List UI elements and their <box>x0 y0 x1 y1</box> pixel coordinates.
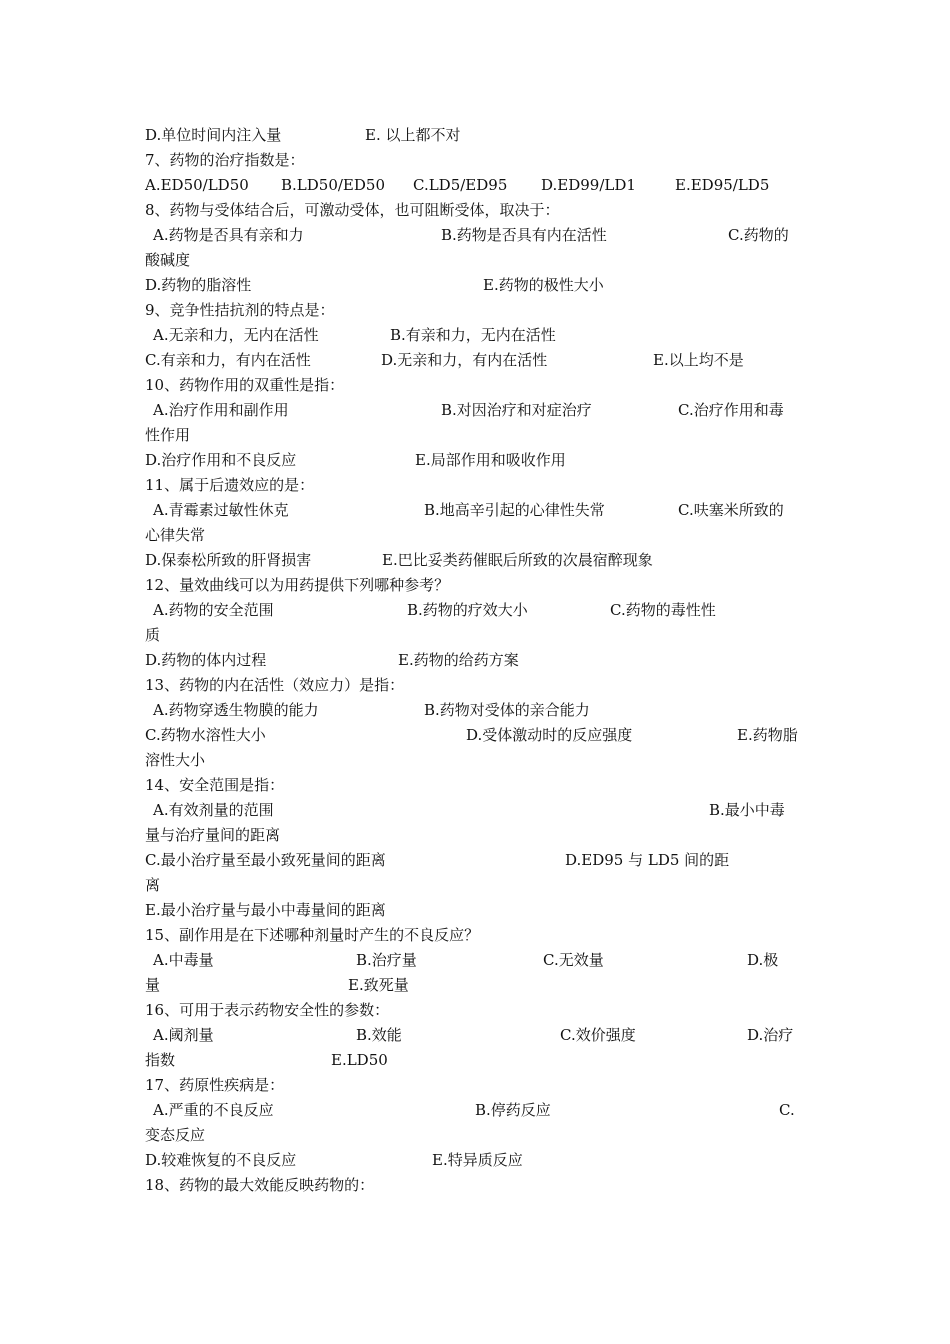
text-segment: 离 <box>145 876 161 894</box>
text-segment: D.ED99/LD1 <box>541 176 636 194</box>
text-segment: E.最小治疗量与最小中毒量间的距离 <box>145 901 386 919</box>
text-segment: D.极 <box>747 951 779 969</box>
text-segment: C.有亲和力，有内在活性 <box>145 351 311 369</box>
text-segment: 指数 <box>145 1051 176 1069</box>
text-segment: D.ED95 与 LD5 间的距 <box>565 851 730 869</box>
text-segment: B.停药反应 <box>475 1101 551 1119</box>
text-segment: E.药物的极性大小 <box>483 276 604 294</box>
text-segment: A.中毒量 <box>153 951 214 969</box>
text-segment: D.药物的脂溶性 <box>145 276 252 294</box>
text-segment: A.严重的不良反应 <box>153 1101 274 1119</box>
text-segment: E.ED95/LD5 <box>675 176 770 194</box>
text-segment: E.药物的给药方案 <box>398 651 519 669</box>
text-segment: D.保泰松所致的肝肾损害 <box>145 551 312 569</box>
text-segment: B.效能 <box>356 1026 402 1044</box>
text-segment: A.阈剂量 <box>153 1026 214 1044</box>
text-segment: E.特异质反应 <box>432 1151 523 1169</box>
text-segment: D.治疗 <box>747 1026 794 1044</box>
text-segment: 性作用 <box>145 426 191 444</box>
text-segment: B.LD50/ED50 <box>281 176 385 194</box>
text-segment: A.有效剂量的范围 <box>153 801 274 819</box>
text-segment: 13、药物的内在活性（效应力）是指： <box>145 676 405 694</box>
text-segment: 14、安全范围是指： <box>145 776 285 794</box>
text-segment: 7、药物的治疗指数是： <box>145 151 305 169</box>
text-segment: C.药物的毒性性 <box>610 601 716 619</box>
text-segment: A.药物穿透生物膜的能力 <box>153 701 319 719</box>
text-segment: C.最小治疗量至最小致死量间的距离 <box>145 851 386 869</box>
text-segment: 18、药物的最大效能反映药物的： <box>145 1176 375 1194</box>
text-segment: E.药物脂 <box>737 726 798 744</box>
text-segment: 16、可用于表示药物安全性的参数： <box>145 1001 390 1019</box>
text-segment: E.LD50 <box>331 1051 388 1069</box>
text-segment: A.药物的安全范围 <box>153 601 274 619</box>
text-segment: 17、药原性疾病是： <box>145 1076 285 1094</box>
text-segment: B.治疗量 <box>356 951 417 969</box>
text-segment: E.致死量 <box>348 976 409 994</box>
text-segment: 量 <box>145 976 161 994</box>
text-segment: C.呋塞米所致的 <box>678 501 784 519</box>
text-segment: B.有亲和力，无内在活性 <box>390 326 556 344</box>
text-segment: E.以上均不是 <box>653 351 744 369</box>
text-segment: C.治疗作用和毒 <box>678 401 784 419</box>
text-segment: A.治疗作用和副作用 <box>153 401 289 419</box>
text-segment: C. <box>779 1101 795 1119</box>
text-segment: D.受体激动时的反应强度 <box>466 726 633 744</box>
text-segment: C.LD5/ED95 <box>413 176 508 194</box>
text-segment: A.药物是否具有亲和力 <box>153 226 304 244</box>
text-segment: D.较难恢复的不良反应 <box>145 1151 297 1169</box>
text-segment: A.ED50/LD50 <box>145 176 249 194</box>
text-segment: E.巴比妥类药催眠后所致的次晨宿醉现象 <box>382 551 653 569</box>
text-segment: 量与治疗量间的距离 <box>145 826 281 844</box>
text-segment: D.治疗作用和不良反应 <box>145 451 297 469</box>
text-segment: D.单位时间内注入量 <box>145 126 282 144</box>
text-segment: B.地高辛引起的心律性失常 <box>424 501 605 519</box>
text-segment: 心律失常 <box>145 526 206 544</box>
text-segment: 15、副作用是在下述哪种剂量时产生的不良反应？ <box>145 926 480 944</box>
text-segment: E. 以上都不对 <box>365 126 461 144</box>
text-segment: B.药物对受体的亲合能力 <box>424 701 590 719</box>
text-segment: 11、属于后遗效应的是： <box>145 476 315 494</box>
text-segment: A.青霉素过敏性休克 <box>153 501 289 519</box>
text-segment: 10、药物作用的双重性是指： <box>145 376 345 394</box>
text-segment: E.局部作用和吸收作用 <box>415 451 566 469</box>
text-segment: B.药物是否具有内在活性 <box>441 226 607 244</box>
text-segment: D.无亲和力，有内在活性 <box>381 351 548 369</box>
text-segment: 溶性大小 <box>145 751 206 769</box>
text-segment: 9、竞争性拮抗剂的特点是： <box>145 301 335 319</box>
text-segment: 8、药物与受体结合后，可激动受体，也可阻断受体，取决于： <box>145 201 560 219</box>
text-segment: C.药物的 <box>728 226 789 244</box>
text-segment: 变态反应 <box>145 1126 206 1144</box>
text-segment: 质 <box>145 626 161 644</box>
text-segment: B.最小中毒 <box>709 801 785 819</box>
text-segment: 12、量效曲线可以为用药提供下列哪种参考？ <box>145 576 450 594</box>
text-segment: B.对因治疗和对症治疗 <box>441 401 592 419</box>
text-segment: B.药物的疗效大小 <box>407 601 528 619</box>
text-segment: C.效价强度 <box>560 1026 636 1044</box>
text-segment: C.无效量 <box>543 951 604 969</box>
text-segment: 酸碱度 <box>145 251 191 269</box>
text-segment: A.无亲和力，无内在活性 <box>153 326 319 344</box>
text-segment: D.药物的体内过程 <box>145 651 267 669</box>
text-segment: C.药物水溶性大小 <box>145 726 266 744</box>
